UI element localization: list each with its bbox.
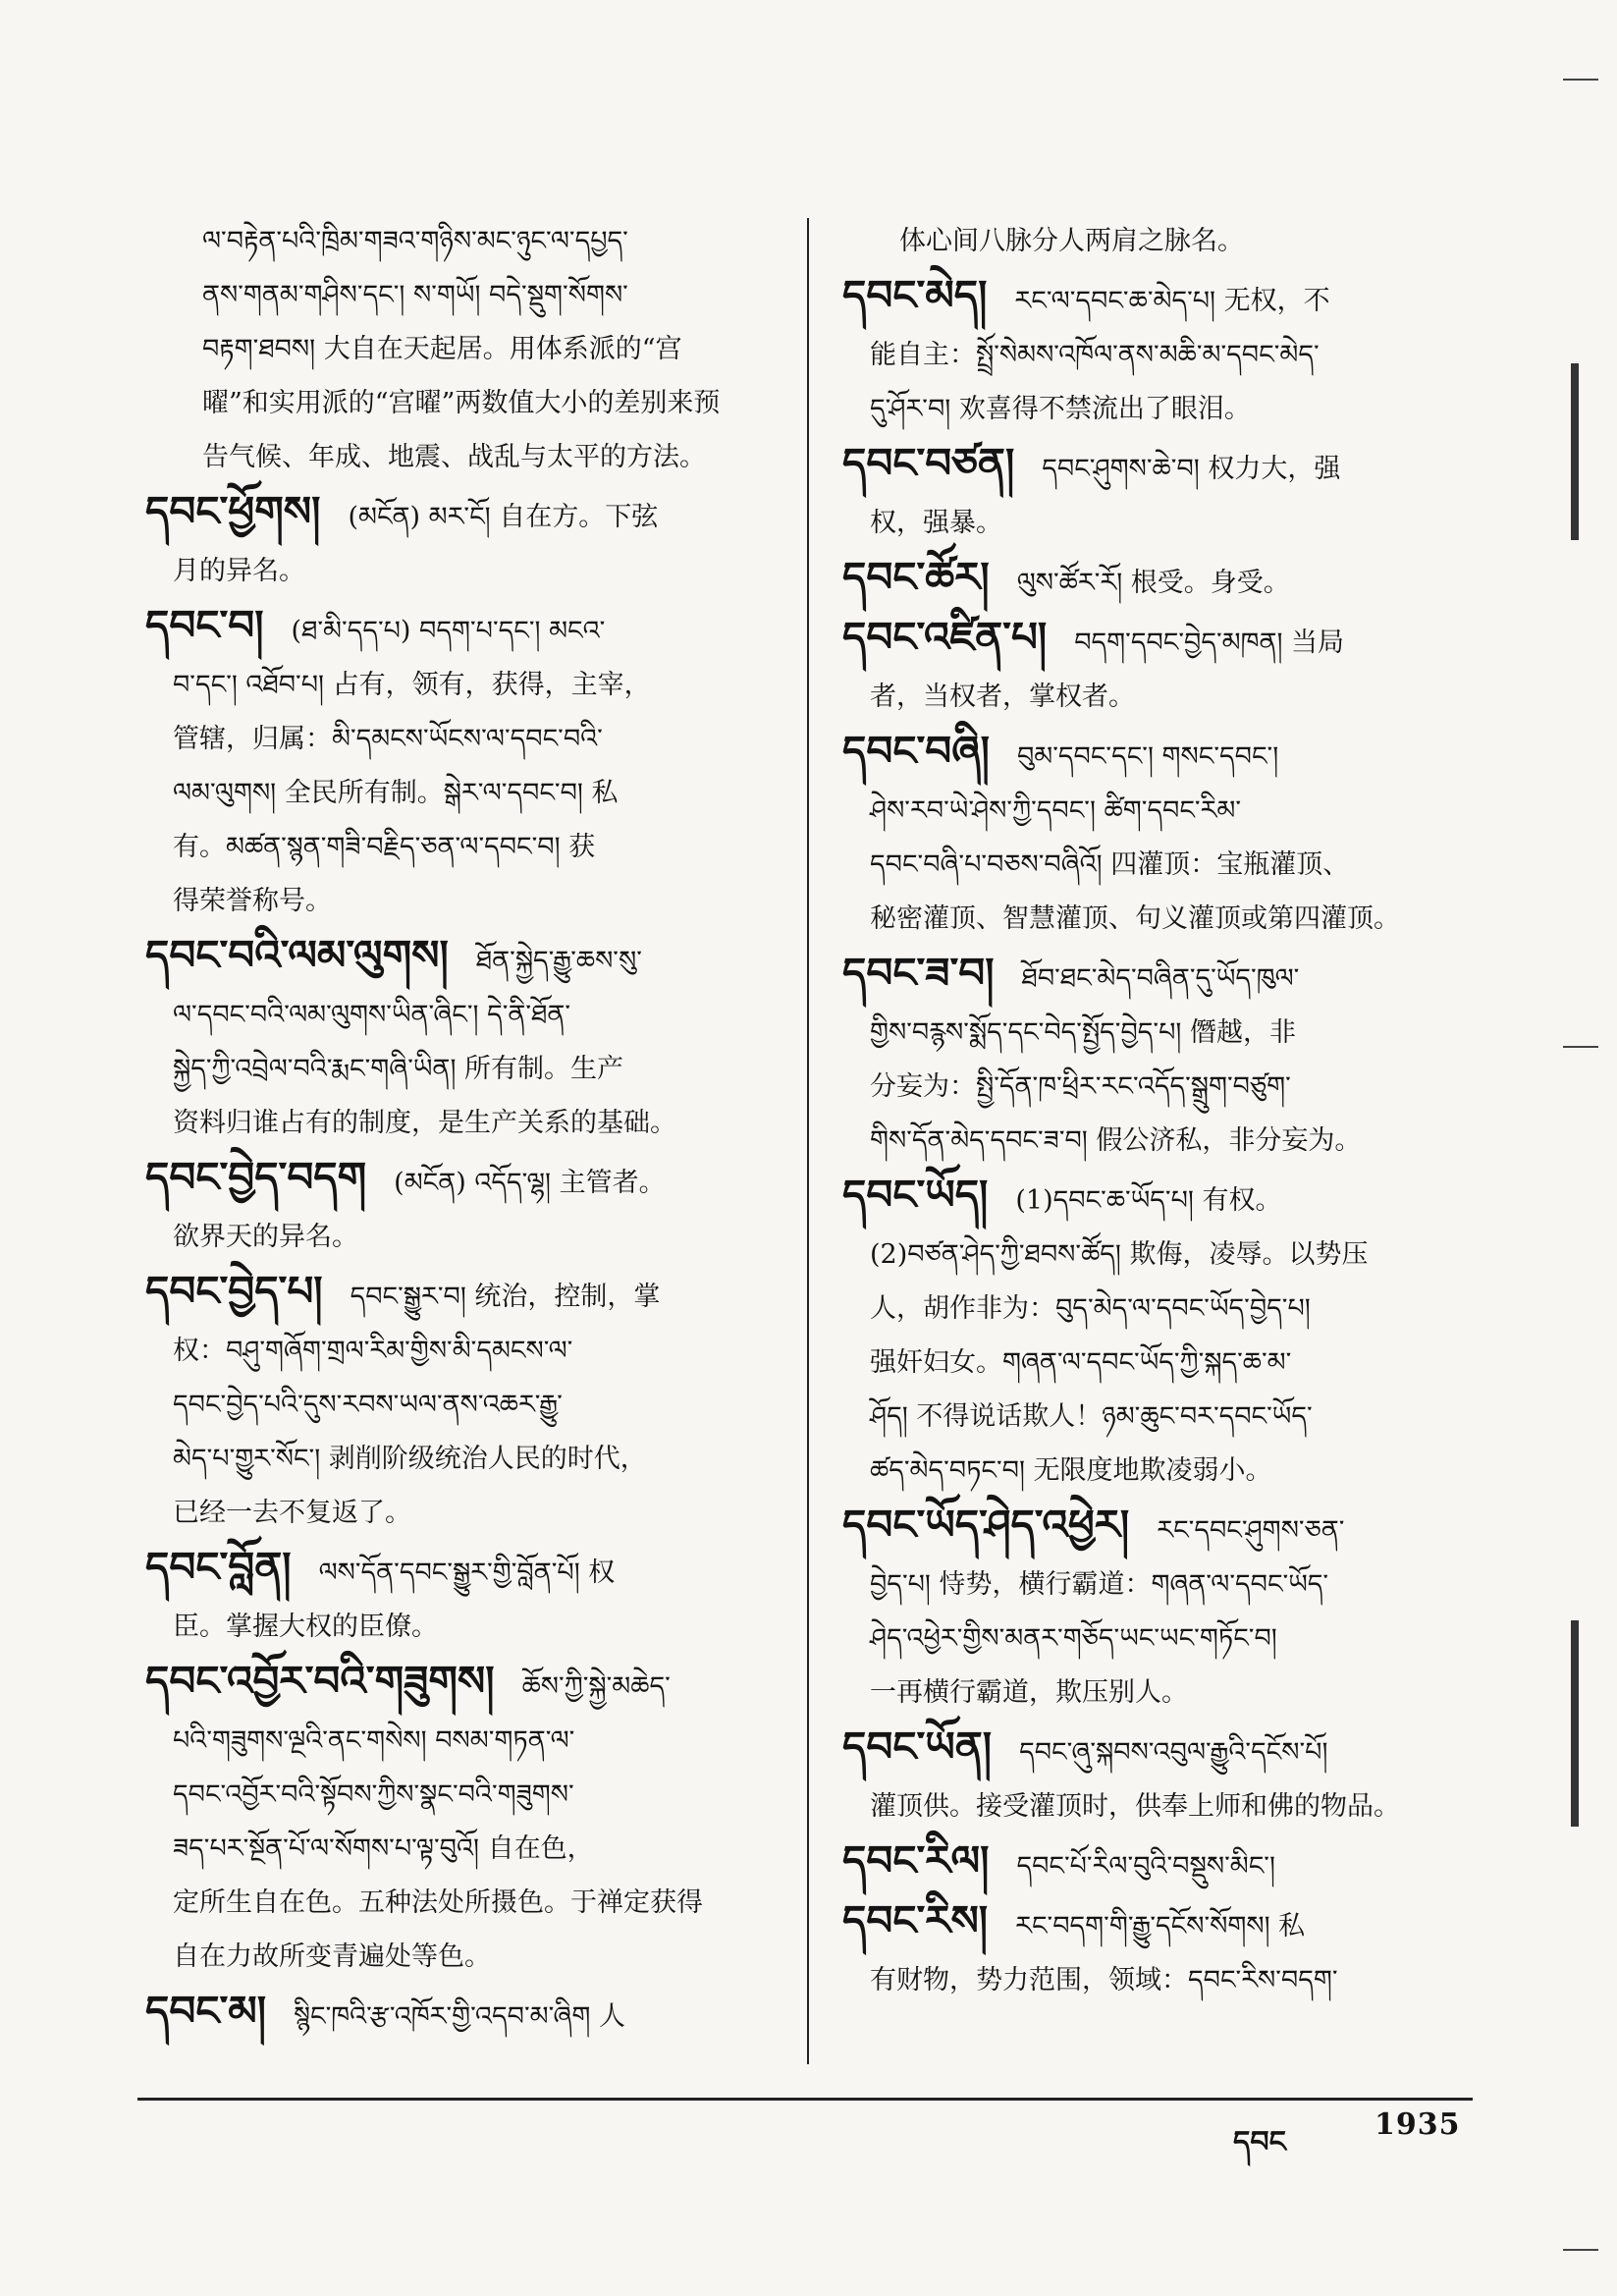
- entry-text: 能自主：སྤྲོ་སེམས་འཁོལ་ནས་མཆི་མ་དབང་མེད་: [870, 340, 1320, 370]
- gloss: ཐོན་སྐྱེད་རྒྱུ་ཆས་སུ་: [475, 946, 642, 976]
- headword: དབང་བྱེད་བདག: [145, 1153, 367, 1201]
- headword: དབང་བློན།: [145, 1543, 292, 1591]
- gloss: (མངོན) མར་ངོ། 自在方。下弦: [348, 502, 659, 532]
- entry-text: དབང་བཞི་པ་བཅས་བཞིའོ། 四灌顶：宝瓶灌顶、: [870, 849, 1350, 880]
- entry-text: སྐྱེད་ཀྱི་འབྲེལ་བའི་རྨང་གཞི་ཡིན། 所有制。生产: [173, 1054, 624, 1084]
- headword: དབང་ཡོན།: [842, 1722, 993, 1771]
- gloss: དབང་སྒྱུར་བ། 统治，控制，掌: [350, 1282, 661, 1312]
- headword: དབང་བཞི།: [842, 727, 990, 775]
- entry-text: 秘密灌顶、智慧灌顶、句义灌顶或第四灌顶。: [870, 903, 1400, 934]
- gloss: ལུས་ཚོར་རོ། 根受。身受。: [1016, 568, 1290, 598]
- gloss: རང་དབང་ཤུགས་ཅན་: [1157, 1515, 1345, 1546]
- entry-text: 权，强暴。: [870, 508, 1002, 538]
- dictionary-entry: [842, 724, 1481, 946]
- entry-text: 得荣誉称号。: [173, 886, 332, 916]
- dictionary-entry: [145, 1150, 774, 1264]
- scan-edge-tick: [1563, 79, 1598, 81]
- gloss: བུམ་དབང་དང་། གསང་དབང་།: [1016, 741, 1279, 772]
- entry-text: དབང་འབྱོར་བའི་སྟོབས་ཀྱིས་སྣང་བའི་གཟུགས་: [173, 1779, 574, 1810]
- dictionary-entry: [842, 436, 1481, 550]
- entry-text: བ་དང་། འཐོབ་པ། 占有，领有，获得，主宰，: [173, 670, 651, 700]
- gloss: ལས་དོན་དབང་སྒྱུར་གྱི་བློན་པོ། 权: [318, 1558, 616, 1588]
- scan-edge-mark: [1571, 363, 1579, 540]
- gloss: དབང་ཞུ་སྐབས་འབུལ་རྒྱུའི་དངོས་པོ།: [1019, 1737, 1328, 1768]
- entry-text: མེད་པ་གྱུར་སོང་། 剥削阶级统治人民的时代，: [173, 1444, 647, 1474]
- entry-text: གིས་དོན་མེད་དབང་ཟ་བ། 假公济私，非分妄为。: [870, 1125, 1362, 1156]
- dictionary-entry: [842, 1168, 1481, 1498]
- dictionary-entry: [145, 1984, 774, 2044]
- headword: དབང་བའི་ལམ་ལུགས།: [145, 931, 449, 979]
- entry-text: གྱིས་བརྙས་སྨོད་དང་བེད་སྤྱོད་བྱེད་པ། 僭越，非: [870, 1017, 1296, 1048]
- dictionary-entry: [842, 1893, 1481, 2007]
- gloss: (ཐ་མི་དད་པ) བདག་པ་དང་། མངའ་: [291, 616, 606, 646]
- dictionary-entry: [145, 928, 774, 1150]
- headword: དབང་ཟ་བ།: [842, 949, 995, 997]
- entry-text: 体心间八脉分人两肩之脉名。: [899, 226, 1244, 256]
- gloss: དབང་པོ་རིལ་བུའི་བསྡུས་མིང་།: [1016, 1851, 1275, 1882]
- entry-text: 告气候、年成、地震、战乱与太平的方法。: [202, 442, 706, 472]
- entry-text: ནས་གནམ་གཤིས་དང་། ས་གཡོ། བདེ་སྡུག་སོགས་: [202, 280, 628, 310]
- entry-text: བརྟག་ཐབས། 大自在天起居。用体系派的“宫: [202, 334, 682, 364]
- dictionary-entry: [145, 1540, 774, 1654]
- headword: དབང་རིས།: [842, 1896, 989, 1944]
- entry-text: ཤེད་འཕྱེར་གྱིས་མནར་གཅོད་ཡང་ཡང་གཏོང་བ།: [870, 1623, 1277, 1654]
- entry-text: 自在力故所变青遍处等色。: [173, 1941, 491, 1972]
- gloss: རང་བདག་གི་རྒྱུ་དངོས་སོགས། 私: [1015, 1911, 1306, 1941]
- entry-text: དབང་བྱེད་པའི་དུས་རབས་ཡལ་ནས་འཆར་རྒྱུ་: [173, 1390, 563, 1420]
- dictionary-entry: [145, 484, 774, 598]
- entry-text: (2)བཙན་ཤེད་ཀྱི་ཐབས་ཚོད། 欺侮，凌辱。以势压: [870, 1239, 1369, 1270]
- entry-text: 已经一去不复返了。: [173, 1498, 411, 1528]
- headword: དབང་མེད།: [842, 271, 988, 319]
- dictionary-entry: [145, 1264, 774, 1540]
- gloss: ཐོབ་ཐང་མེད་བཞིན་དུ་ཡོད་ཁུལ་: [1021, 963, 1300, 994]
- headword: དབང་མ།: [145, 1987, 267, 2035]
- entry-text: 臣。掌握大权的臣僚。: [173, 1612, 438, 1642]
- dictionary-entry: [842, 610, 1481, 724]
- dictionary-entry: [842, 550, 1481, 610]
- dictionary-entry: [842, 268, 1481, 436]
- gloss: ཆོས་ཀྱི་སྐྱེ་མཆེད་: [521, 1671, 671, 1702]
- left-column: [145, 214, 774, 2044]
- entry-text: 有。མཚན་སྙན་གཟི་བརྗིད་ཅན་ལ་དབང་བ། 获: [173, 832, 596, 862]
- dictionary-entry: [145, 598, 774, 928]
- scan-edge-tick: [1563, 1046, 1598, 1048]
- gloss: རང་ལ་དབང་ཆ་མེད་པ། 无权，不: [1014, 286, 1330, 316]
- entry-text: 定所生自在色。五种法处所摄色。于禅定获得: [173, 1887, 703, 1918]
- entry-text: ཚད་མེད་བཏང་བ། 无限度地欺凌弱小。: [870, 1455, 1272, 1486]
- entry-text: ཤེས་རབ་ཡེ་ཤེས་ཀྱི་དབང་། ཚིག་དབང་རིམ་: [870, 795, 1242, 826]
- footer-rule: [137, 2098, 1473, 2101]
- entry-text: 权：བཤུ་གཞོག་གྲལ་རིམ་གྱིས་མི་དམངས་ལ་: [173, 1336, 573, 1366]
- headword: དབང་བྱེད་པ།: [145, 1267, 323, 1315]
- dictionary-entry: [842, 1720, 1481, 1833]
- scan-edge-tick: [1563, 2249, 1598, 2251]
- entry-text: 欲界天的异名。: [173, 1222, 358, 1252]
- entry-text: ཤོད། 不得说话欺人！ཉམ་ཆུང་བར་དབང་ཡོད་: [870, 1401, 1313, 1432]
- entry-text: 管辖，归属：མི་དམངས་ཡོངས་ལ་དབང་བའི་: [173, 724, 603, 754]
- headword: དབང་རིལ།: [842, 1836, 990, 1885]
- running-head: དབང: [1233, 2125, 1286, 2159]
- entry-text: 曜”和实用派的“宫曜”两数值大小的差别来预: [202, 388, 721, 418]
- dictionary-entry: [842, 946, 1481, 1168]
- headword: དབང་ཚོར།: [842, 553, 990, 601]
- dictionary-entry: [842, 1833, 1481, 1893]
- entry-text: ལ་བརྟེན་པའི་ཁྲིམ་གཟའ་གཉིས་མང་ཉུང་ལ་དཔྱད་: [202, 226, 628, 256]
- dictionary-entry: [842, 1498, 1481, 1720]
- entry-text: 灌顶供。接受灌顶时，供奉上师和佛的物品。: [870, 1791, 1400, 1822]
- headword: དབང་བ།: [145, 601, 264, 649]
- entry-text: 人，胡作非为：བུད་མེད་ལ་དབང་ཡོད་བྱེད་པ།: [870, 1293, 1311, 1324]
- right-column: [842, 214, 1481, 2007]
- entry-text: 强奸妇女。གཞན་ལ་དབང་ཡོད་ཀྱི་སྐད་ཆ་མ་: [870, 1347, 1292, 1378]
- entry-text: ལ་དབང་བའི་ལམ་ལུགས་ཡིན་ཞིང་། དེ་ནི་ཐོན་: [173, 1000, 571, 1030]
- page-number: 1935: [1374, 2107, 1461, 2142]
- entry-text: བྱེད་པ། 恃势，横行霸道：གཞན་ལ་དབང་ཡོད་: [870, 1569, 1329, 1600]
- entry-text: 一再横行霸道，欺压别人。: [870, 1677, 1188, 1708]
- gloss: (མངོན) འདོད་ལྷ། 主管者。: [394, 1168, 666, 1198]
- entry-text: ཟད་པར་སྔོན་པོ་ལ་སོགས་པ་ལྟ་བུའོ། 自在色，: [173, 1833, 594, 1864]
- headword: དབང་འཛིན་པ།: [842, 613, 1048, 661]
- column-divider: [807, 218, 809, 2064]
- dictionary-entry: [842, 214, 1481, 268]
- dictionary-entry: [145, 1654, 774, 1984]
- headword: དབང་བཙན།: [842, 439, 1015, 487]
- entry-text: 分妄为：སྤྱི་དོན་ཁ་ཕྲིར་རང་འདོད་སྒྲུག་བཙུག་: [870, 1071, 1291, 1102]
- entry-text: 者，当权者，掌权者。: [870, 682, 1135, 712]
- dictionary-entry: [145, 214, 774, 484]
- gloss: སྙིང་ཁའི་རྩ་འཁོར་གྱི་འདབ་མ་ཞིག 人: [294, 2001, 625, 2032]
- entry-text: ལམ་ལུགས། 全民所有制。སྒེར་ལ་དབང་བ། 私: [173, 778, 619, 808]
- entry-text: 月的异名。: [173, 556, 305, 586]
- entry-text: 有财物，势力范围，领域：དབང་རིས་བདག་: [870, 1965, 1338, 1995]
- scan-edge-mark: [1571, 1620, 1579, 1827]
- headword: དབང་ཡོད།: [842, 1171, 989, 1219]
- gloss: དབང་ཤུགས་ཆེ་བ། 权力大，强: [1042, 454, 1341, 484]
- headword: དབང་འབྱོར་བའི་གཟུགས།: [145, 1657, 495, 1705]
- entry-text: 资料归谁占有的制度，是生产关系的基础。: [173, 1108, 676, 1138]
- headword: དབང་ཕྱོགས།: [145, 487, 321, 535]
- entry-text: དུ་ཤོར་བ། 欢喜得不禁流出了眼泪。: [870, 394, 1251, 424]
- gloss: བདག་དབང་བྱེད་མཁན། 当局: [1074, 628, 1345, 658]
- headword: དབང་ཡོད་ཤེད་འཕྱེར།: [842, 1501, 1130, 1549]
- entry-text: པའི་གཟུགས་ལྔའི་ནང་གསེས། བསམ་གཏན་ལ་: [173, 1725, 575, 1756]
- gloss: (1)དབང་ཆ་ཡོད་པ། 有权。: [1015, 1185, 1282, 1216]
